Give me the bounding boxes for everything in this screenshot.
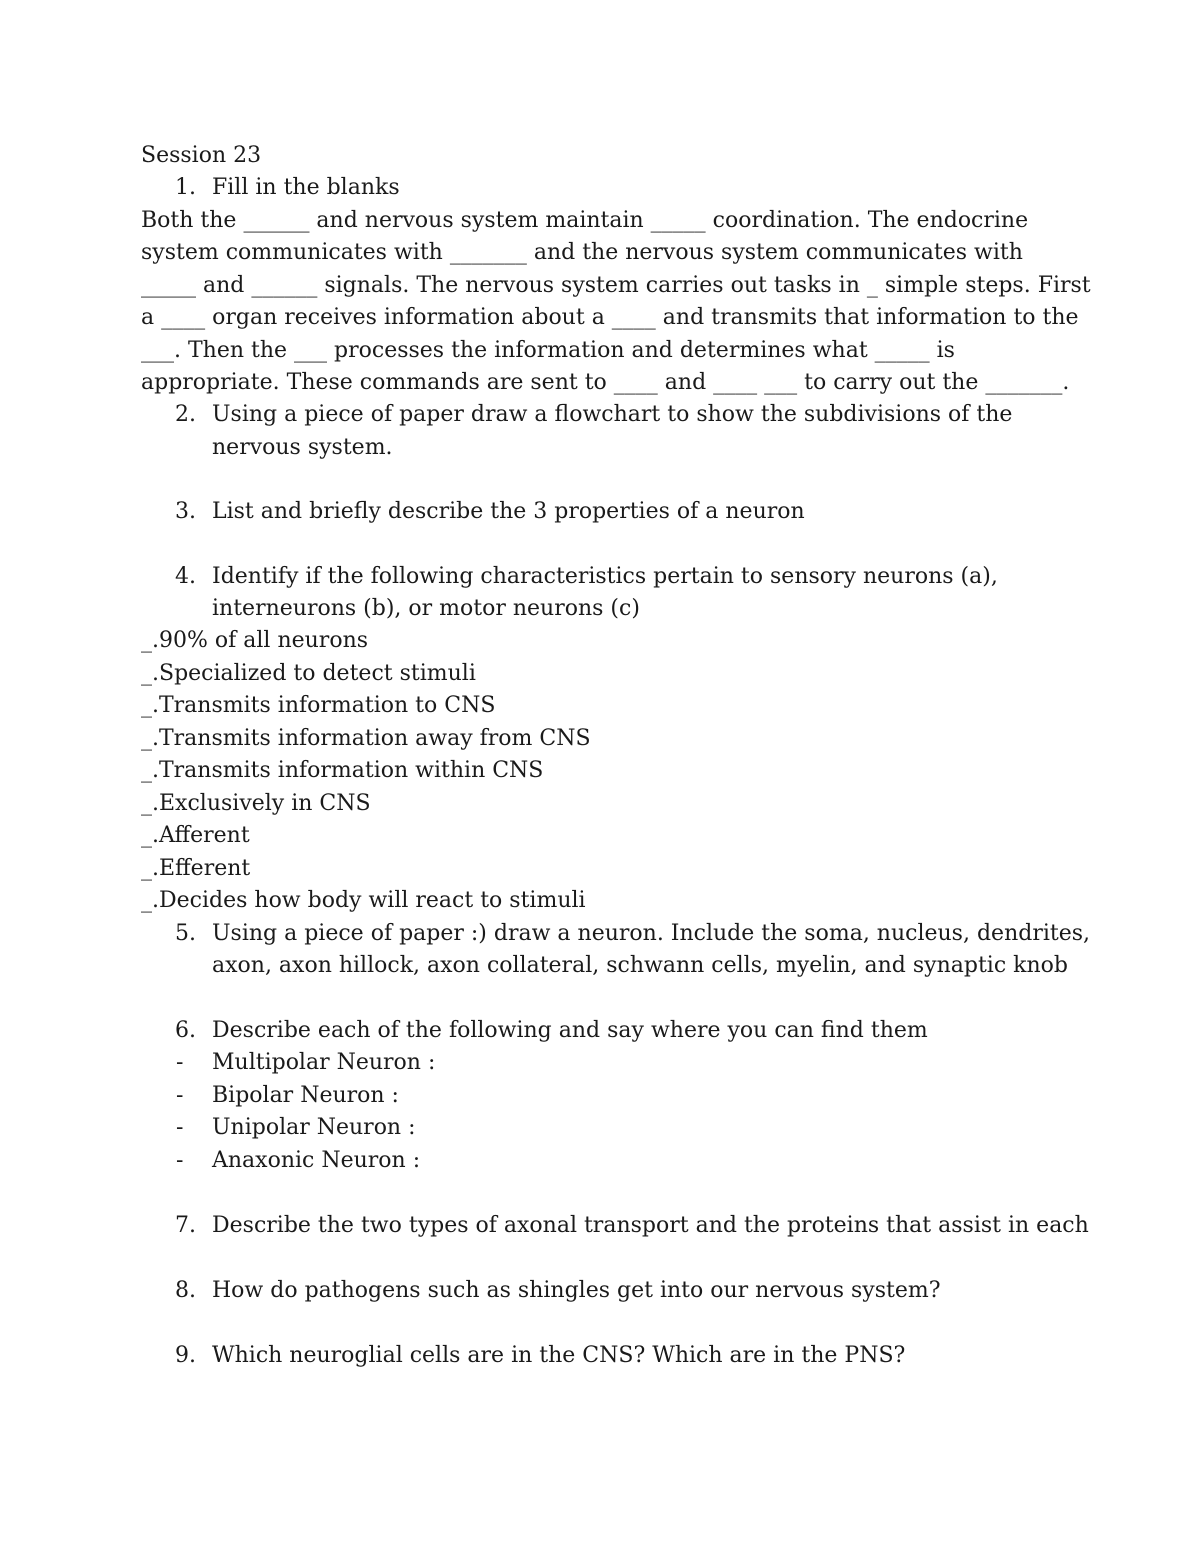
q1-paragraph-line: system communicates with _______ and the nervous system communicates with [141, 240, 1023, 265]
q6-number: 6. [175, 1018, 196, 1043]
q4-text-line: Identify if the following characteristics pertain to sensory neurons (a), [212, 564, 998, 589]
q4-item: _.Transmits information within CNS [141, 758, 544, 783]
q3-number: 3. [175, 499, 196, 524]
q2-text-line: Using a piece of paper draw a flowchart to show the subdivisions of the [212, 402, 1013, 427]
q4-item: _.Afferent [141, 823, 250, 848]
q1-paragraph-line: appropriate. These commands are sent to ____ and ____ ___ to carry out the _______. [141, 370, 1070, 395]
q6-bullet: - [176, 1115, 184, 1140]
q6-text: Describe each of the following and say where you can find them [212, 1018, 928, 1043]
q3-text: List and briefly describe the 3 properties of a neuron [212, 499, 805, 524]
q6-item: Multipolar Neuron : [212, 1050, 436, 1075]
q7-text: Describe the two types of axonal transport and the proteins that assist in each [212, 1213, 1089, 1238]
q8-text: How do pathogens such as shingles get into our nervous system? [212, 1278, 941, 1303]
q2-text-line: nervous system. [212, 435, 393, 460]
q6-bullet: - [176, 1148, 184, 1173]
q9-text: Which neuroglial cells are in the CNS? Which are in the PNS? [212, 1343, 906, 1368]
q9-number: 9. [175, 1343, 196, 1368]
q2-number: 2. [175, 402, 196, 427]
q1-prompt: Fill in the blanks [212, 175, 400, 200]
q6-item: Bipolar Neuron : [212, 1083, 399, 1108]
q1-paragraph-line: Both the ______ and nervous system maintain _____ coordination. The endocrine [141, 208, 1029, 233]
q5-text-line: axon, axon hillock, axon collateral, schwann cells, myelin, and synaptic knob [212, 953, 1068, 978]
q5-text-line: Using a piece of paper :) draw a neuron. Include the soma, nucleus, dendrites, [212, 921, 1091, 946]
q4-item: _.Decides how body will react to stimuli [141, 888, 586, 913]
q6-bullet: - [176, 1050, 184, 1075]
q8-number: 8. [175, 1278, 196, 1303]
q4-item: _.Exclusively in CNS [141, 791, 371, 816]
q4-item: _.Transmits information away from CNS [141, 726, 591, 751]
q4-item: _.Transmits information to CNS [141, 693, 496, 718]
q4-number: 4. [175, 564, 196, 589]
q1-number: 1. [175, 175, 196, 200]
q5-number: 5. [175, 921, 196, 946]
q1-paragraph-line: a ____ organ receives information about a ____ and transmits that information to the [141, 305, 1079, 330]
q4-text-line: interneurons (b), or motor neurons (c) [212, 596, 640, 621]
session-title: Session 23 [141, 143, 262, 168]
q4-item: _.Specialized to detect stimuli [141, 661, 476, 686]
q4-item: _.90% of all neurons [141, 628, 369, 653]
q1-paragraph-line: ___. Then the ___ processes the information and determines what _____ is [141, 338, 955, 363]
q7-number: 7. [175, 1213, 196, 1238]
q1-paragraph-line: _____ and ______ signals. The nervous system carries out tasks in _ simple steps. First [141, 273, 1091, 298]
q6-bullet: - [176, 1083, 184, 1108]
q6-item: Anaxonic Neuron : [212, 1148, 421, 1173]
q4-item: _.Efferent [141, 856, 251, 881]
q6-item: Unipolar Neuron : [212, 1115, 416, 1140]
